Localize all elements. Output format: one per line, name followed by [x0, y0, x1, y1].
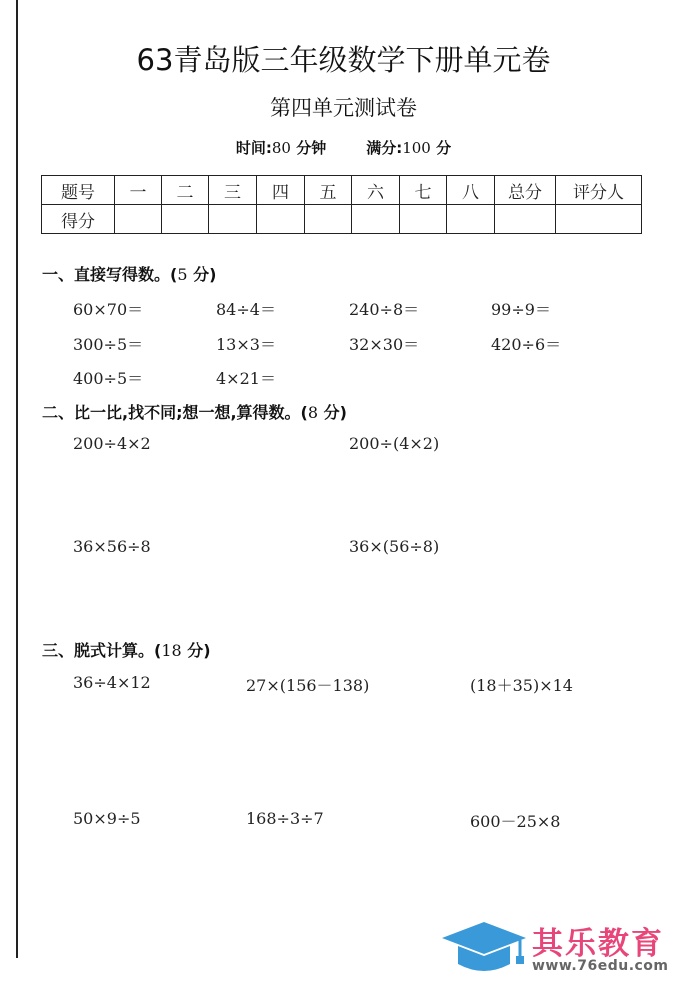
watermark-logo: [440, 918, 680, 980]
table-header-cell: 总分: [495, 176, 556, 205]
score-table-header-row: [42, 176, 642, 205]
score-cell[interactable]: [556, 205, 642, 234]
score-cell[interactable]: [400, 205, 447, 234]
problem-item: 240÷8＝: [349, 300, 420, 319]
brand-url: www.76edu.com: [532, 958, 669, 974]
problem-item: 400÷5＝: [73, 369, 144, 388]
table-header-cell: 七: [400, 176, 447, 205]
page-subtitle: 第四单元测试卷: [270, 96, 417, 120]
score-value: 100: [402, 139, 431, 157]
score-unit: 分: [436, 139, 452, 157]
problem-item: 200÷(4×2): [349, 434, 440, 453]
section-points: 18: [161, 641, 182, 660]
page-title: 63青岛版三年级数学下册单元卷: [136, 43, 551, 77]
score-cell[interactable]: [162, 205, 209, 234]
problem-item: 36×(56÷8): [349, 537, 440, 556]
time-unit: 分钟: [296, 139, 327, 157]
score-table: [41, 175, 642, 234]
problem-item: 60×70＝: [73, 300, 144, 319]
table-header-cell: 评分人: [556, 176, 642, 205]
exam-meta: [0, 137, 687, 158]
score-cell[interactable]: [257, 205, 305, 234]
problem-item: 600－25×8: [470, 812, 561, 831]
graduation-cap-icon: [440, 920, 530, 980]
score-table-score-row: [42, 205, 642, 234]
section-points-suffix: 分): [323, 403, 347, 422]
problem-item: (18＋35)×14: [470, 676, 573, 695]
problem-item: 4×21＝: [216, 369, 276, 388]
problem-item: 50×9÷5: [73, 809, 141, 828]
problem-item: 27×(156－138): [246, 676, 370, 695]
score-cell[interactable]: [209, 205, 257, 234]
problem-item: 99÷9＝: [491, 300, 551, 319]
score-cell[interactable]: [305, 205, 352, 234]
section-title: 一、直接写得数。(: [42, 265, 178, 284]
section-points-suffix: 分): [193, 265, 217, 284]
problem-item: 32×30＝: [349, 335, 420, 354]
section-points: 8: [307, 403, 319, 422]
problem-item: 420÷6＝: [491, 335, 562, 354]
time-label: 时间:: [235, 139, 272, 157]
problem-item: 36÷4×12: [73, 673, 151, 692]
section-title: 三、脱式计算。(: [42, 641, 162, 660]
problem-item: 36×56÷8: [73, 537, 151, 556]
score-cell[interactable]: [115, 205, 162, 234]
section-title: 二、比一比,找不同;想一想,算得数。(: [42, 403, 308, 422]
table-header-cell: 一: [115, 176, 162, 205]
problem-item: 200÷4×2: [73, 434, 151, 453]
table-header-cell: 二: [162, 176, 209, 205]
score-cell[interactable]: [495, 205, 556, 234]
table-header-cell: 八: [447, 176, 495, 205]
table-header-cell: 三: [209, 176, 257, 205]
score-cell[interactable]: [447, 205, 495, 234]
table-header-cell: 四: [257, 176, 305, 205]
section-points-suffix: 分): [187, 641, 211, 660]
problem-item: 300÷5＝: [73, 335, 144, 354]
score-row-label: 得分: [42, 205, 115, 234]
table-header-cell: 题号: [42, 176, 115, 205]
score-cell[interactable]: [352, 205, 400, 234]
score-label: 满分:: [366, 139, 403, 157]
table-header-cell: 六: [352, 176, 400, 205]
problem-item: 84÷4＝: [216, 300, 276, 319]
section-1-heading: [42, 262, 216, 285]
brand-name: 其乐教育: [532, 926, 664, 962]
problem-item: 168÷3÷7: [246, 809, 324, 828]
table-header-cell: 五: [305, 176, 352, 205]
problem-item: 13×3＝: [216, 335, 276, 354]
section-3-heading: [42, 638, 211, 661]
section-points: 5: [177, 265, 188, 284]
time-value: 80: [271, 139, 291, 157]
section-2-heading: [42, 400, 347, 423]
